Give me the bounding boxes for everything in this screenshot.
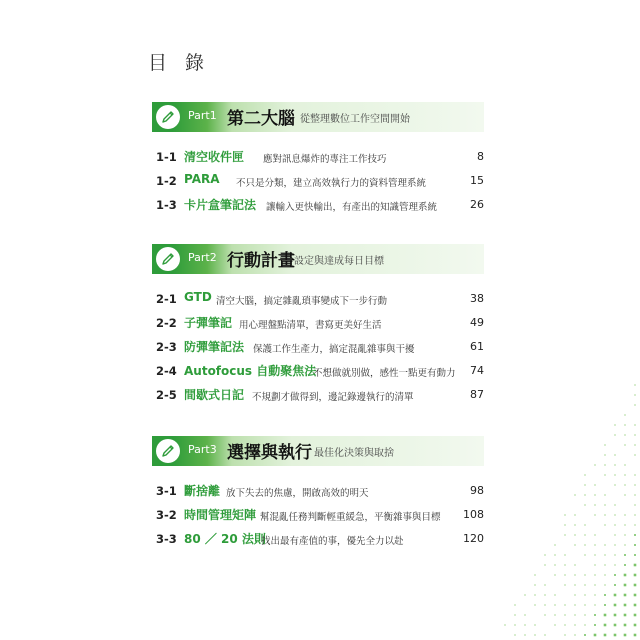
chapter-title: 80 ／ 20 法則 <box>184 532 266 546</box>
part-badge <box>156 247 180 271</box>
chapter-row[interactable] <box>156 172 484 192</box>
chapter-title: GTD <box>184 290 212 304</box>
chapter-desc: 不規劃才做得到，邊記錄邊執行的清單 <box>252 392 414 403</box>
chapter-number: 3-2 <box>156 508 177 522</box>
part-badge <box>156 105 180 129</box>
chapter-page: 8 <box>477 150 484 163</box>
chapter-number: 2-4 <box>156 364 177 378</box>
chapter-desc: 應對訊息爆炸的專注工作技巧 <box>263 154 387 165</box>
chapter-desc: 保護工作生產力，搞定混亂雜事與干擾 <box>253 344 415 355</box>
chapter-number: 1-3 <box>156 198 177 212</box>
part-label: Part1 <box>188 109 217 122</box>
chapter-row[interactable] <box>156 338 484 358</box>
chapter-desc: 讓輸入更快輸出，有產出的知識管理系統 <box>266 202 438 213</box>
chapter-title: 防彈筆記法 <box>184 340 245 354</box>
chapter-number: 2-2 <box>156 316 177 330</box>
pencil-icon <box>160 109 176 125</box>
chapter-title: 子彈筆記 <box>184 316 233 330</box>
part-subtitle: 從整理數位工作空間開始 <box>300 114 410 125</box>
chapter-row[interactable] <box>156 148 484 168</box>
chapter-page: 87 <box>470 388 484 401</box>
chapter-number: 1-2 <box>156 174 177 188</box>
chapter-number: 2-1 <box>156 292 177 306</box>
chapter-desc: 幫混亂任務判斷輕重緩急，平衡雜事與目標 <box>260 512 441 523</box>
part-1-header <box>152 102 484 132</box>
part-subtitle: 設定與達成每日目標 <box>294 256 384 267</box>
chapter-title: 間歇式日記 <box>184 388 245 402</box>
chapter-number: 1-1 <box>156 150 177 164</box>
part-2-header <box>152 244 484 274</box>
chapter-title: 清空收件匣 <box>184 150 245 164</box>
pencil-icon <box>160 251 176 267</box>
chapter-desc: 用心理盤點清單，書寫更美好生活 <box>239 320 382 331</box>
chapter-desc: 找出最有產值的事，優先全力以赴 <box>261 536 404 547</box>
chapter-row[interactable] <box>156 506 484 526</box>
chapter-number: 3-3 <box>156 532 177 546</box>
chapter-title: 斷捨離 <box>184 484 221 498</box>
chapter-page: 98 <box>470 484 484 497</box>
chapter-row[interactable] <box>156 196 484 216</box>
chapter-page: 49 <box>470 316 484 329</box>
chapter-page: 120 <box>463 532 484 545</box>
part-name: 第二大腦 <box>227 109 295 129</box>
part-3-header <box>152 436 484 466</box>
chapter-title: 卡片盒筆記法 <box>184 198 257 212</box>
pencil-icon <box>160 443 176 459</box>
part-label: Part3 <box>188 443 217 456</box>
chapter-desc: 放下失去的焦慮，開啟高效的明天 <box>226 488 369 499</box>
chapter-desc: 不只是分類，建立高效執行力的資料管理系統 <box>236 178 427 189</box>
chapter-title: PARA <box>184 172 220 186</box>
chapter-row[interactable] <box>156 290 484 310</box>
chapter-page: 108 <box>463 508 484 521</box>
part-name: 選擇與執行 <box>227 443 312 463</box>
chapter-row[interactable] <box>156 530 484 550</box>
chapter-number: 2-5 <box>156 388 177 402</box>
chapter-page: 15 <box>470 174 484 187</box>
chapter-row[interactable] <box>156 362 484 382</box>
part-name: 行動計畫 <box>227 251 295 271</box>
chapter-page: 61 <box>470 340 484 353</box>
chapter-row[interactable] <box>156 386 484 406</box>
part-subtitle: 最佳化決策與取捨 <box>314 448 394 459</box>
chapter-title: 時間管理矩陣 <box>184 508 257 522</box>
chapter-row[interactable] <box>156 482 484 502</box>
chapter-title: Autofocus 自動聚焦法 <box>184 364 317 378</box>
part-badge <box>156 439 180 463</box>
chapter-desc: 不想做就別做，感性一點更有動力 <box>313 368 456 379</box>
chapter-number: 3-1 <box>156 484 177 498</box>
decorative-dot-grid <box>500 380 640 640</box>
chapter-row[interactable] <box>156 314 484 334</box>
chapter-page: 38 <box>470 292 484 305</box>
chapter-number: 2-3 <box>156 340 177 354</box>
chapter-desc: 清空大腦，搞定雜亂瑣事變成下一步行動 <box>216 296 388 307</box>
part-label: Part2 <box>188 251 217 264</box>
chapter-page: 26 <box>470 198 484 211</box>
chapter-page: 74 <box>470 364 484 377</box>
page-title: 目 錄 <box>148 52 211 74</box>
